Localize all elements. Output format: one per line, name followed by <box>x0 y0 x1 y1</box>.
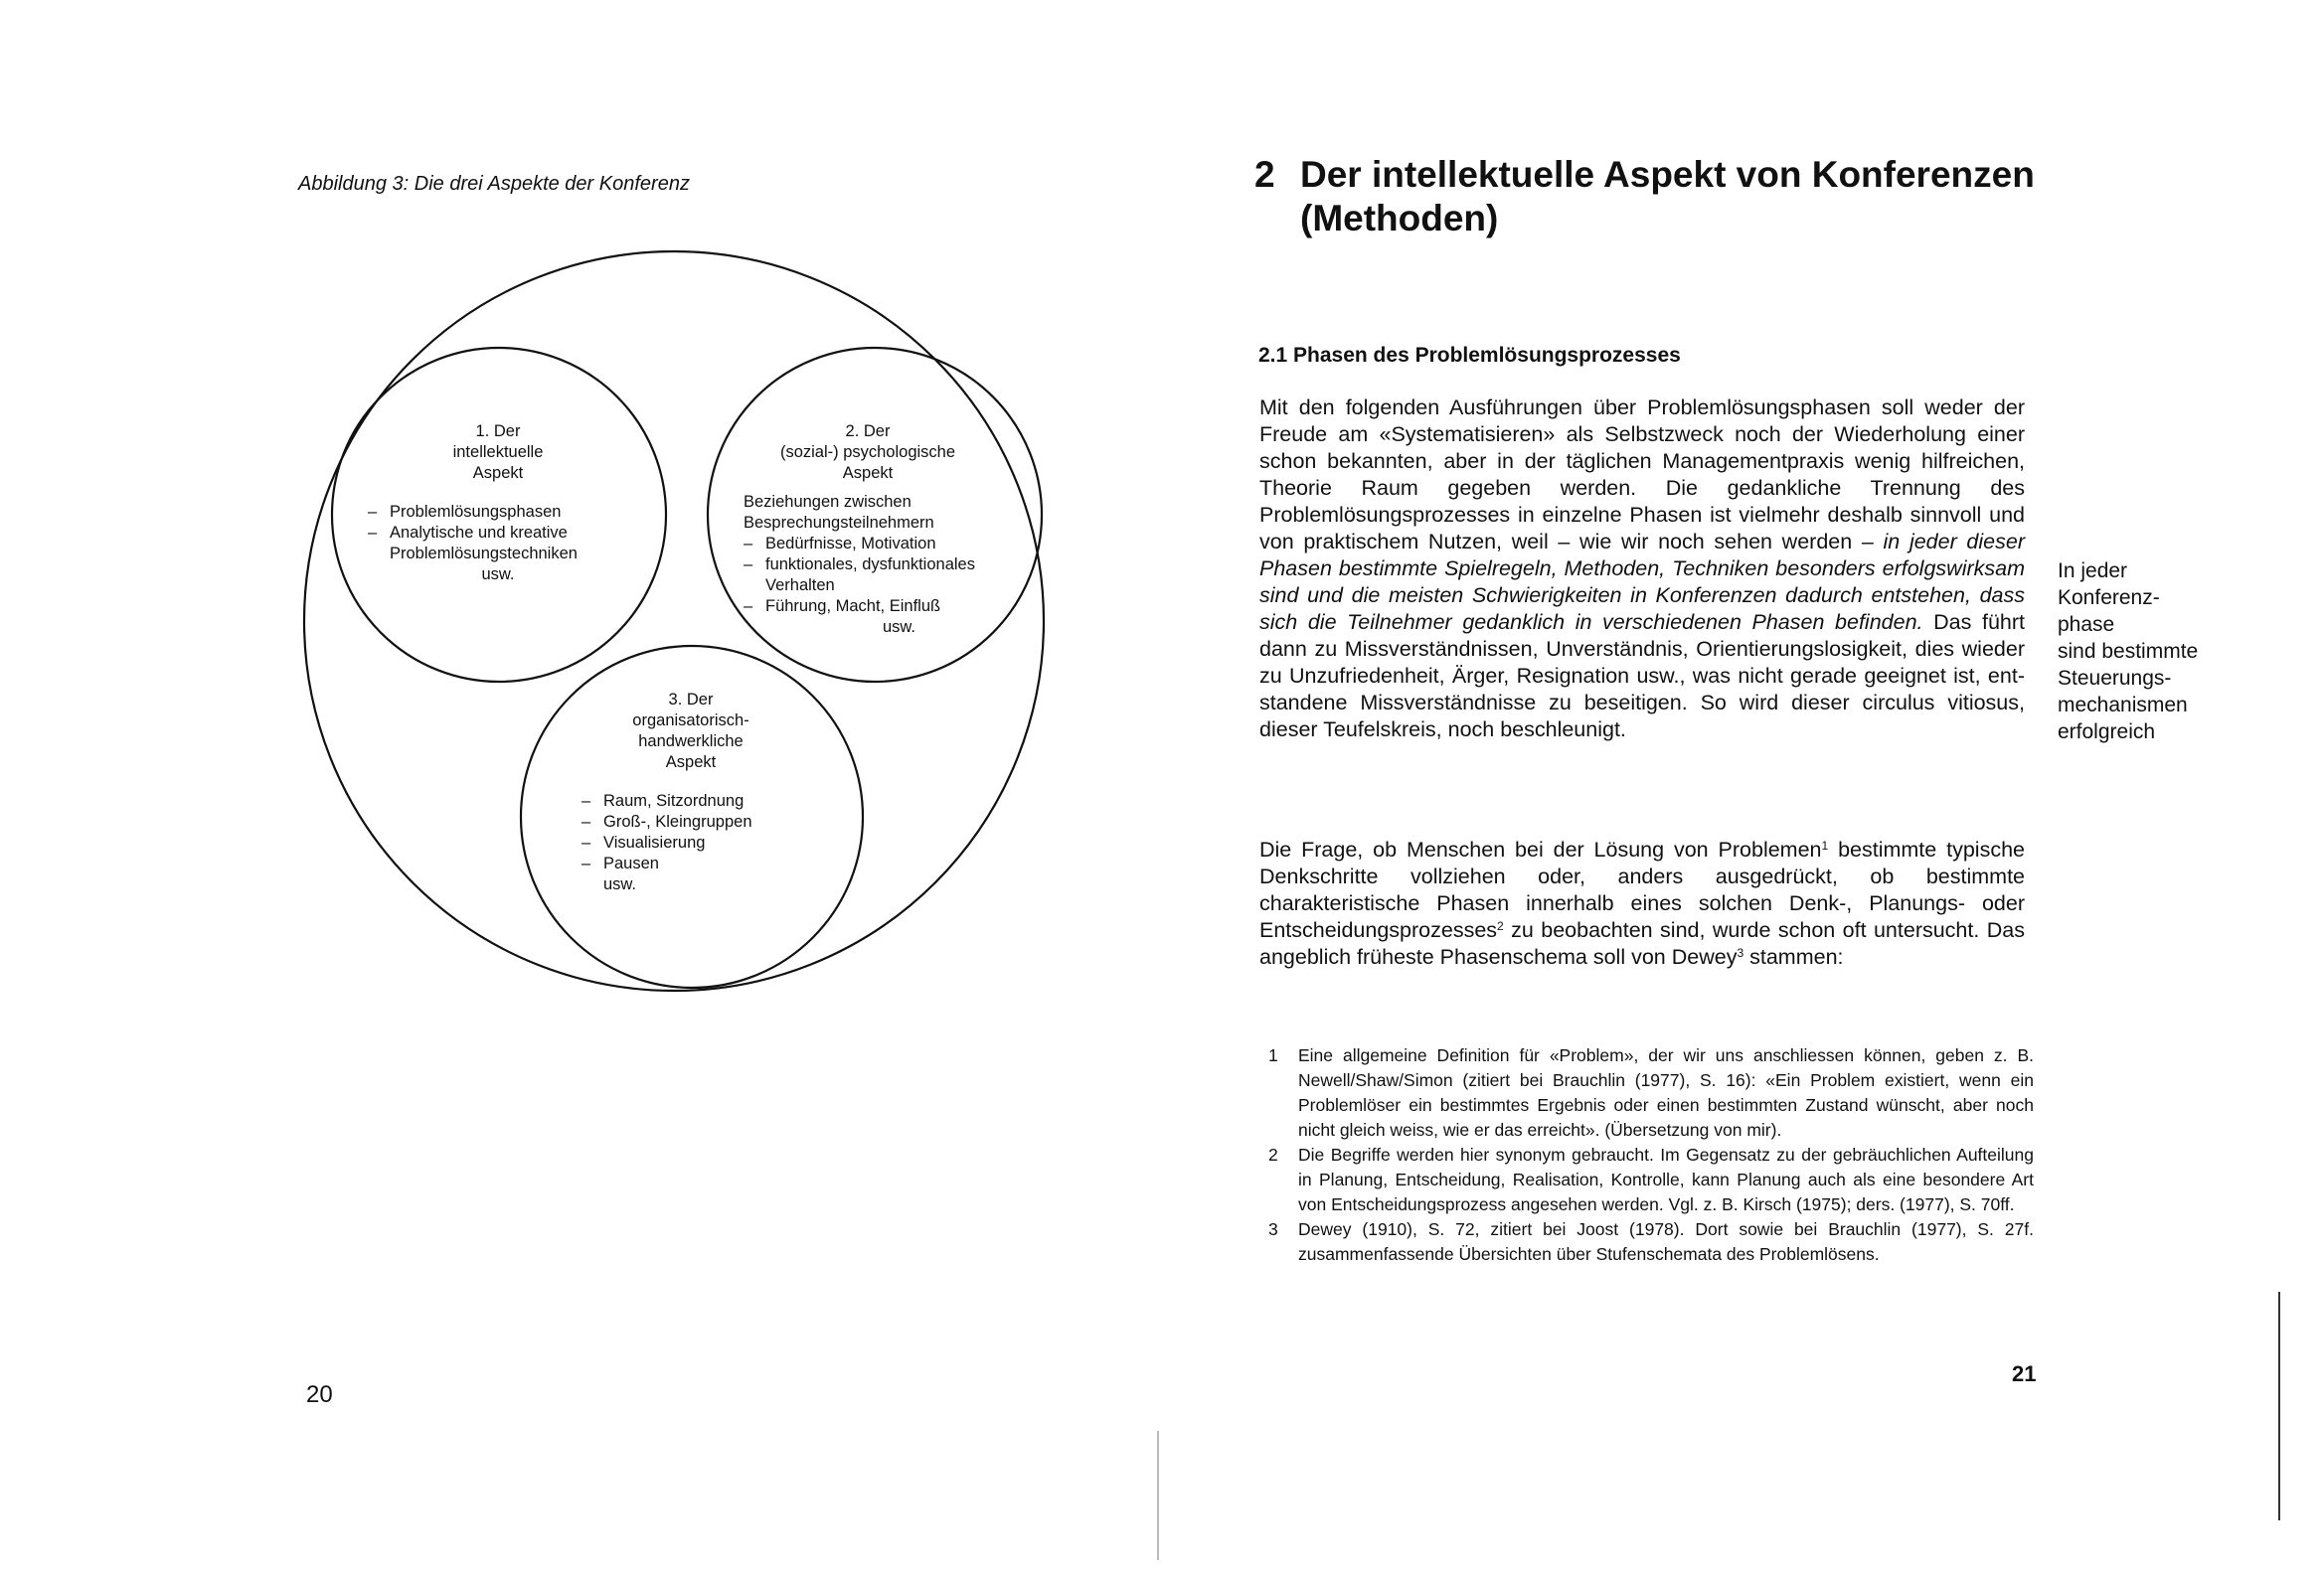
chapter-heading <box>1254 153 2056 240</box>
circle2-end: usw. <box>883 618 916 636</box>
footnote-ref-2: 2 <box>1497 919 1504 933</box>
section-heading: 2.1 Phasen des Problemlösungsprozesses <box>1258 344 1681 367</box>
paragraph-2-a: Die Frage, ob Menschen bei der Lösung von Problemen <box>1259 838 1822 862</box>
circle2-list <box>744 534 1042 617</box>
footnote-ref-1: 1 <box>1821 839 1829 853</box>
paragraph-1-emphasis: in jeder dieser Phasen bestimmte Spielregeln, Methoden, Techniken besonders erfolgswirksam sind und die meisten Schwierigkeiten in Konferenzen dadurch entstehen, dass sich die Teilnehmer gedanklich in verschiedenen Phasen befinden. <box>1259 530 2025 634</box>
circle2-intro-line: Beziehungen zwischen <box>744 493 912 511</box>
circle2-item: – Bedürfnisse, Motivation <box>744 534 1042 554</box>
footnote-number: 1 <box>1268 1045 1278 1065</box>
margin-note-line: Konferenz- <box>2058 586 2160 609</box>
footnotes <box>1268 1043 2034 1267</box>
circle3-title-line: handwerkliche <box>638 732 744 750</box>
footnote-text: Eine allgemeine Definition für «Problem», der wir uns anschliessen können, geben z. B. Newell/Shaw/Simon (zitiert bei Brauchlin (1977), S. 16): «Ein Problem existiert, wenn ein Problemlöser ein bestimmtes Ergebnis oder einen bestimmten Zustand wünscht, aber noch nicht gleich weiss, wie er das erreicht». (Übersetzung von mir). <box>1298 1045 2034 1140</box>
circle3-title-line: 3. Der <box>668 691 714 709</box>
circle2-title-line: (sozial-) psychologische <box>779 443 956 461</box>
margin-note-line: In jeder <box>2058 559 2128 582</box>
circle2-text <box>744 421 1042 638</box>
footnote <box>1268 1217 2034 1267</box>
circle2-title-line: Aspekt <box>842 464 894 482</box>
circle1-title-line: intellektuelle <box>452 443 544 461</box>
footnote-number: 2 <box>1268 1145 1278 1165</box>
margin-note-line: Steuerungs- <box>2058 667 2172 690</box>
page-edge <box>2278 1292 2280 1520</box>
circle1-item: – Problemlösungsphasen <box>368 502 628 523</box>
paragraph-1-part1: Mit den folgenden Ausführungen über Problemlösungsphasen soll weder der Freude am «Systematisieren» als Selbstzweck noch der Wiederholung einer schon bekannten, aber in der täglichen Managementpraxis wenig hilfreichen, Theorie Raum gegeben werden. Die gedankliche Trennung des Problemlösungsprozesses in einzelne Phasen ist vielmehr deshalb sinnvoll und von praktischem Nutzen, weil – wie wir noch sehen werden – <box>1259 395 2025 553</box>
circle3-end: usw. <box>603 875 637 893</box>
circle3-item: – Visualisierung <box>581 833 800 854</box>
paragraph-2-c: zu beobachten sind, wurde schon oft untersucht. Das angeblich früheste Phasenschema soll von Dewey <box>1259 918 2025 969</box>
margin-note-line: erfolgreich <box>2058 720 2156 743</box>
circle3-item: – Raum, Sitzordnung <box>581 791 800 812</box>
paragraph-1-part2: Das führt dann zu Missverständnissen, Unverständnis, Orientierungslosigkeit, dies wieder zu Unzufriedenheit, Ärger, Resignation usw., was nicht gerade geeignet ist, entstandene Missverständnisse zu beseitigen. So wird dieser circulus vitiosus, dieser Teufelskreis, noch beschleunigt. <box>1259 610 2025 741</box>
circle2-item: – funktionales, dysfunktionales Verhalten <box>744 554 1019 596</box>
circle2-item: – Führung, Macht, Einfluß <box>744 596 1042 617</box>
page-number-right: 21 <box>2012 1361 2037 1386</box>
footnote <box>1268 1043 2034 1143</box>
book-fold <box>1157 1431 1159 1560</box>
footnote-text: Dewey (1910), S. 72, zitiert bei Joost (1978). Dort sowie bei Brauchlin (1977), S. 27f. zusammenfassende Übersichten über Stufenschemata des Problemlösens. <box>1298 1219 2034 1264</box>
margin-note-line: mechanismen <box>2058 694 2188 716</box>
circle3-list <box>581 791 800 874</box>
circle1-list <box>368 502 628 564</box>
paragraph-2 <box>1259 837 2025 971</box>
margin-note <box>2058 557 2256 745</box>
circle3-item: – Groß-, Kleingruppen <box>581 812 800 833</box>
figure-caption: Abbildung 3: Die drei Aspekte der Konferenz <box>298 173 690 195</box>
footnote <box>1268 1143 2034 1217</box>
margin-note-line: sind bestimmte <box>2058 640 2199 663</box>
circle1-item: – Analytische und kreative Problemlösungstechniken <box>368 523 608 564</box>
circle2-intro-line: Besprechungsteilnehmern <box>744 514 934 532</box>
circle1-title-line: Aspekt <box>472 464 524 482</box>
circle3-title-line: Aspekt <box>665 753 717 771</box>
circle3-item: – Pausen <box>581 854 800 874</box>
circle3-text <box>581 690 800 895</box>
footnote-ref-3: 3 <box>1737 946 1744 960</box>
page-number-left: 20 <box>306 1381 333 1408</box>
paragraph-1 <box>1259 394 2025 743</box>
chapter-title: Der intellektuelle Aspekt von Konferenzen (Methoden) <box>1300 154 2035 238</box>
margin-note-line: phase <box>2058 613 2115 636</box>
chapter-number: 2 <box>1254 154 1275 195</box>
circle2-title-line: 2. Der <box>845 422 891 440</box>
footnote-text: Die Begriffe werden hier synonym gebraucht. Im Gegensatz zu der gebräuchlichen Aufteilung in Planung, Entscheidung, Realisation, Kontrolle, kann Planung auch als eine besondere Art von Entscheidungsprozess angesehen werden. Vgl. z. B. Kirsch (1975); ders. (1977), S. 70ff. <box>1298 1145 2034 1214</box>
circle1-text <box>368 421 628 585</box>
paragraph-2-b: bestimmte typische Denkschritte vollziehen oder, anders ausgedrückt, ob bestimmte charakteristische Phasen innerhalb eines solchen Denk-, Planungs- oder Entscheidungsprozesses <box>1259 838 2025 942</box>
paragraph-2-d: stammen: <box>1743 945 1844 969</box>
circle1-end: usw. <box>481 565 515 583</box>
circle3-title-line: organisatorisch- <box>632 711 749 729</box>
footnote-number: 3 <box>1268 1219 1278 1239</box>
circle1-title-line: 1. Der <box>475 422 521 440</box>
